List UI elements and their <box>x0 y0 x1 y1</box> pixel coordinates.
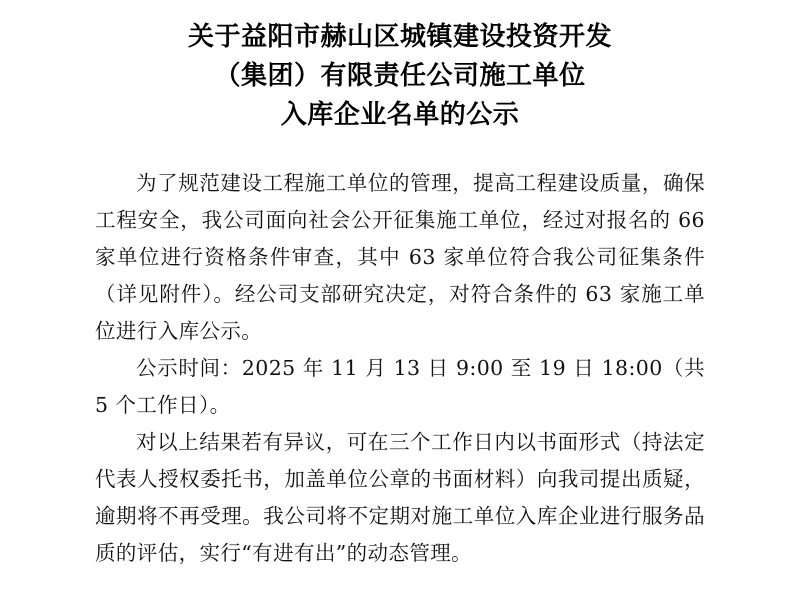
paragraph-2: 公示时间：2025 年 11 月 13 日 9:00 至 19 日 18:00（共 5 个工作日）。 <box>95 356 705 417</box>
document-body <box>95 165 705 572</box>
page-title-line-1: 关于益阳市赫山区城镇建设投资开发 <box>187 22 612 52</box>
page-title-line-2: （集团）有限责任公司施工单位 <box>214 61 586 91</box>
paragraph-1: 为了规范建设工程施工单位的管理，提高工程建设质量，确保工程安全，我公司面向社会公开征集施工单位，经过对报名的 66 家单位进行资格条件审查，其中 63 家单位符合我公司征集条件（详见附件）。经公司支部研究决定，对符合条件的 63 家施工单位进行入库公示。 <box>95 171 705 343</box>
page-title <box>95 18 705 135</box>
paragraph-3: 对以上结果若有异议，可在三个工作日内以书面形式（持法定代表人授权委托书，加盖单位公章的书面材料）向我司提出质疑，逾期将不再受理。我公司将不定期对施工单位入库企业进行服务品质的评估，实行“有进有出”的动态管理。 <box>95 430 705 565</box>
page-title-line-3: 入库企业名单的公示 <box>280 100 520 130</box>
